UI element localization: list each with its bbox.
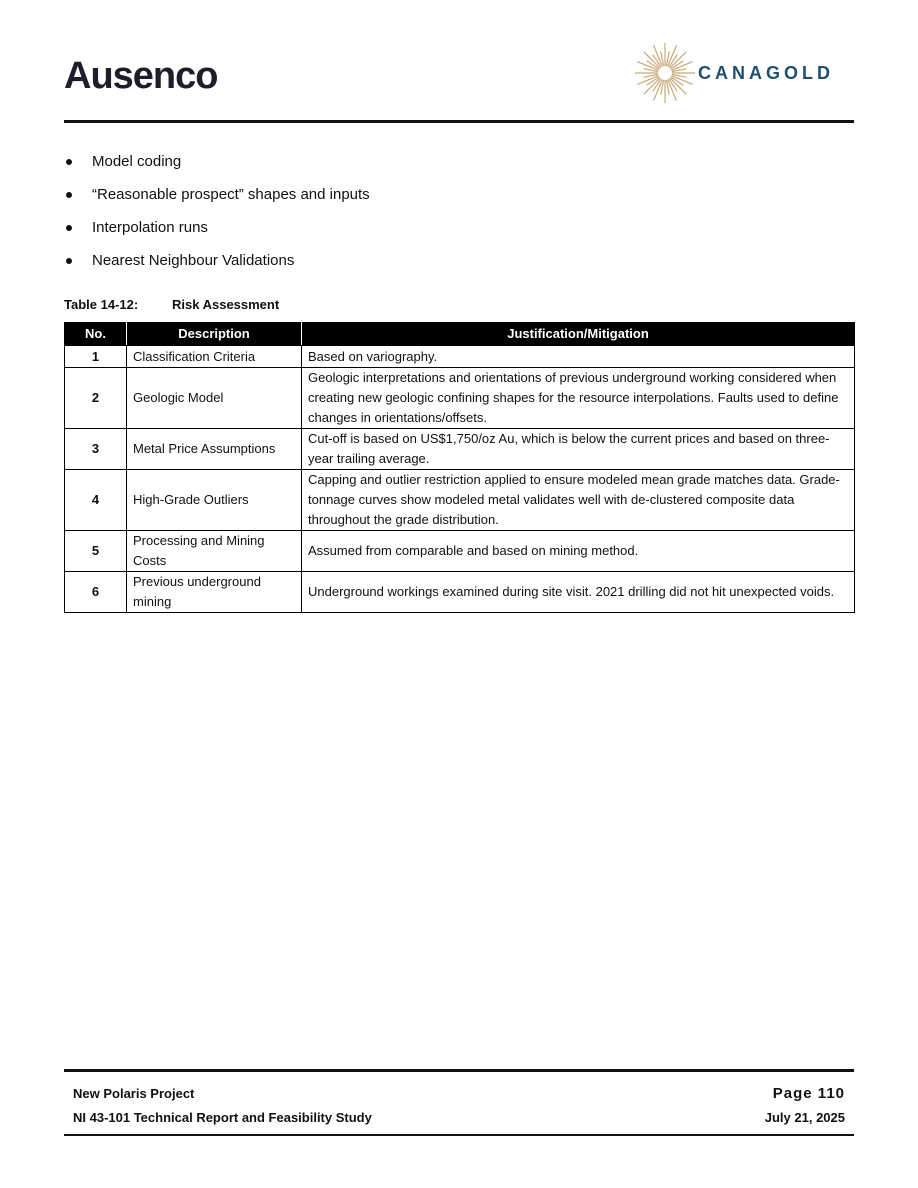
row-justification: Underground workings examined during site visit. 2021 drilling did not hit unexpected voids.	[302, 572, 855, 613]
row-description: Processing and Mining Costs	[127, 531, 302, 572]
row-justification: Cut-off is based on US$1,750/oz Au, which is below the current prices and based on three-year trailing average.	[302, 429, 855, 470]
row-description: Classification Criteria	[127, 346, 302, 368]
footer-divider-top	[64, 1069, 854, 1072]
footer-right	[765, 1084, 845, 1129]
row-justification: Assumed from comparable and based on mining method.	[302, 531, 855, 572]
canagold-logo	[634, 40, 834, 106]
row-justification: Based on variography.	[302, 346, 855, 368]
row-description: Previous underground mining	[127, 572, 302, 613]
footer-left	[73, 1085, 372, 1133]
table-row	[65, 531, 855, 572]
list-item: Model coding	[64, 151, 370, 184]
row-number: 3	[65, 429, 127, 470]
ausenco-logo-text: Ausenco	[64, 55, 218, 97]
ausenco-logo	[64, 56, 217, 96]
footer-divider-bottom	[64, 1134, 854, 1136]
row-number: 5	[65, 531, 127, 572]
row-number: 2	[65, 368, 127, 429]
report-date: July 21, 2025	[764, 1110, 845, 1125]
row-justification: Capping and outlier restriction applied to ensure modeled mean grade matches data. Grade-tonnage curves show modeled metal validates well with de-clustered composite data throughout the grade distribution.	[302, 470, 855, 531]
table-caption-number: Table 14-12:	[64, 297, 139, 312]
table-caption	[64, 297, 279, 312]
table-row	[65, 470, 855, 531]
bullet-list	[64, 151, 370, 283]
row-number: 6	[65, 572, 127, 613]
column-header-no: No.	[65, 323, 127, 346]
row-justification: Geologic interpretations and orientations of previous underground working considered when creating new geologic confining shapes for the resource interpolations. Faults used to define changes in orientations/offsets.	[302, 368, 855, 429]
table-row	[65, 572, 855, 613]
list-item: “Reasonable prospect” shapes and inputs	[64, 184, 370, 217]
page-number: Page 110	[772, 1085, 845, 1102]
table-row	[65, 429, 855, 470]
row-description: Metal Price Assumptions	[127, 429, 302, 470]
sunburst-icon	[634, 40, 696, 106]
row-description: Geologic Model	[127, 368, 302, 429]
canagold-logo-text: CANAGOLD	[698, 62, 834, 83]
table-row	[65, 346, 855, 368]
risk-assessment-table	[64, 322, 855, 613]
row-number: 1	[65, 346, 127, 368]
header-divider	[64, 120, 854, 123]
table-caption-title: Risk Assessment	[172, 297, 280, 312]
row-number: 4	[65, 470, 127, 531]
table-row	[65, 368, 855, 429]
list-item: Interpolation runs	[64, 217, 370, 250]
footer-report-title: NI 43-101 Technical Report and Feasibility Study	[73, 1110, 372, 1125]
column-header-justification: Justification/Mitigation	[302, 323, 855, 346]
footer-project: New Polaris Project	[73, 1086, 195, 1101]
table-header-row	[65, 323, 855, 346]
list-item: Nearest Neighbour Validations	[64, 250, 370, 283]
column-header-description: Description	[127, 323, 302, 346]
row-description: High-Grade Outliers	[127, 470, 302, 531]
